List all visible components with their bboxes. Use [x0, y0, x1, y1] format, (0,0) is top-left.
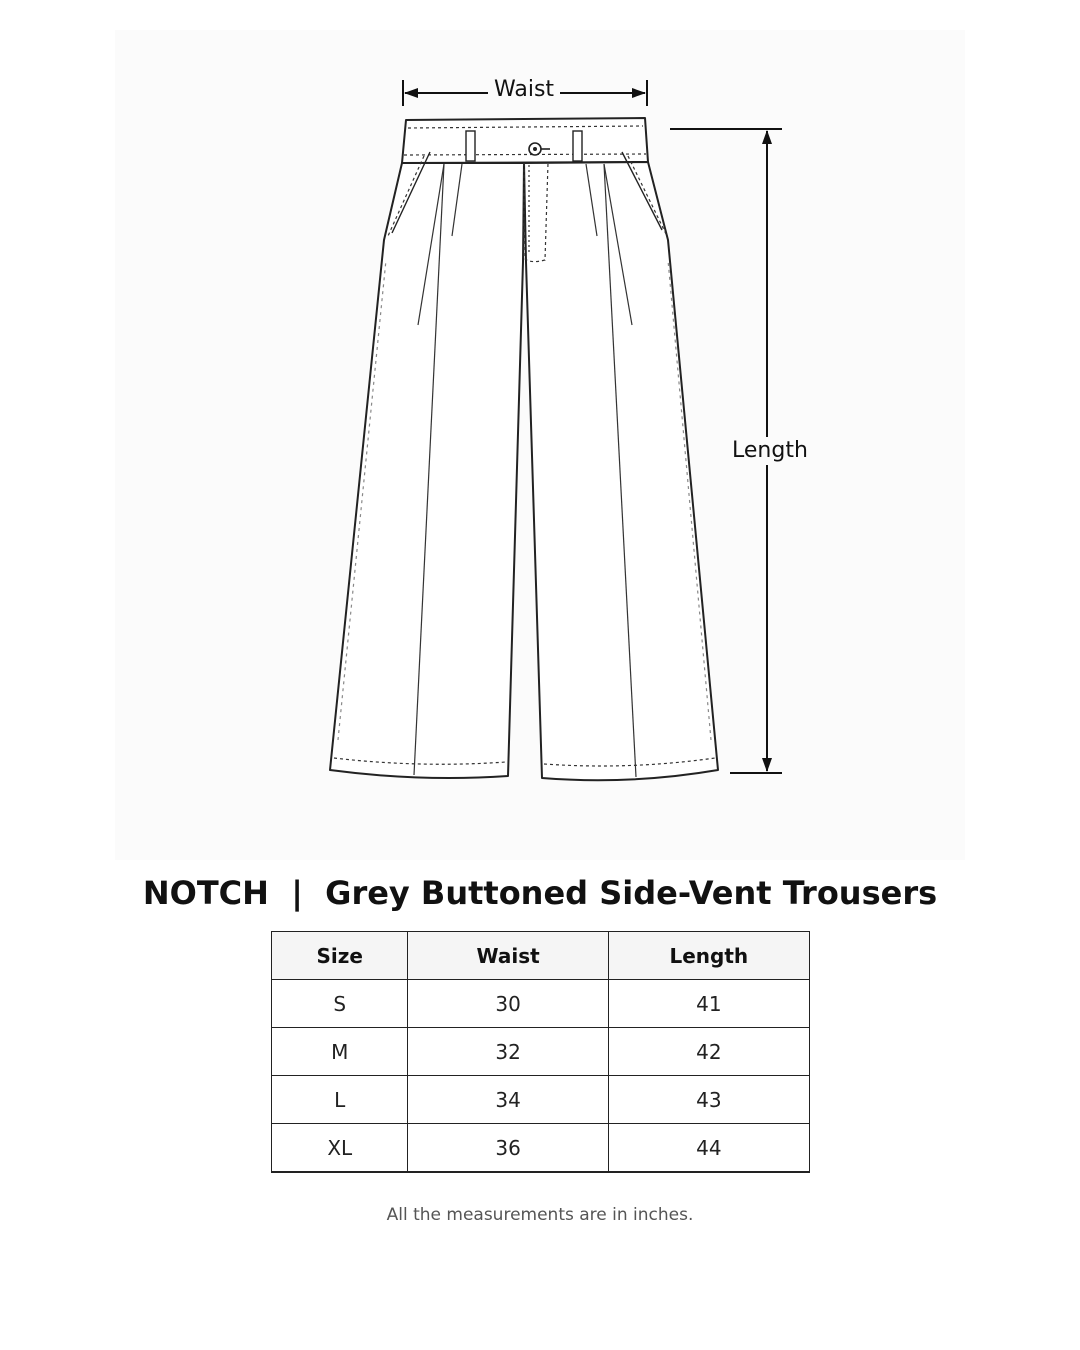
- cell-waist: 34: [408, 1076, 608, 1124]
- product-title: [0, 870, 1080, 916]
- cell-waist: 36: [408, 1124, 608, 1173]
- table-row: [272, 980, 810, 1028]
- length-label: Length: [726, 437, 814, 465]
- size-chart-table: [271, 931, 810, 1173]
- waist-label: Waist: [488, 76, 560, 104]
- table-row: [272, 1028, 810, 1076]
- cell-length: 43: [608, 1076, 809, 1124]
- cell-size: M: [272, 1028, 408, 1076]
- table-header-row: [272, 932, 810, 980]
- measurement-note: All the measurements are in inches.: [386, 1205, 694, 1225]
- product-name: Grey Buttoned Side-Vent Trousers: [325, 874, 938, 912]
- cell-size: XL: [272, 1124, 408, 1173]
- cell-waist: 32: [408, 1028, 608, 1076]
- cell-length: 41: [608, 980, 809, 1028]
- header-size: Size: [272, 932, 408, 980]
- cell-length: 42: [608, 1028, 809, 1076]
- title-separator: |: [291, 874, 303, 912]
- cell-size: S: [272, 980, 408, 1028]
- cell-length: 44: [608, 1124, 809, 1173]
- header-length: Length: [608, 932, 809, 980]
- cell-waist: 30: [408, 980, 608, 1028]
- cell-size: L: [272, 1076, 408, 1124]
- brand-name: NOTCH: [142, 874, 269, 912]
- table-row: [272, 1124, 810, 1173]
- table-row: [272, 1076, 810, 1124]
- header-waist: Waist: [408, 932, 608, 980]
